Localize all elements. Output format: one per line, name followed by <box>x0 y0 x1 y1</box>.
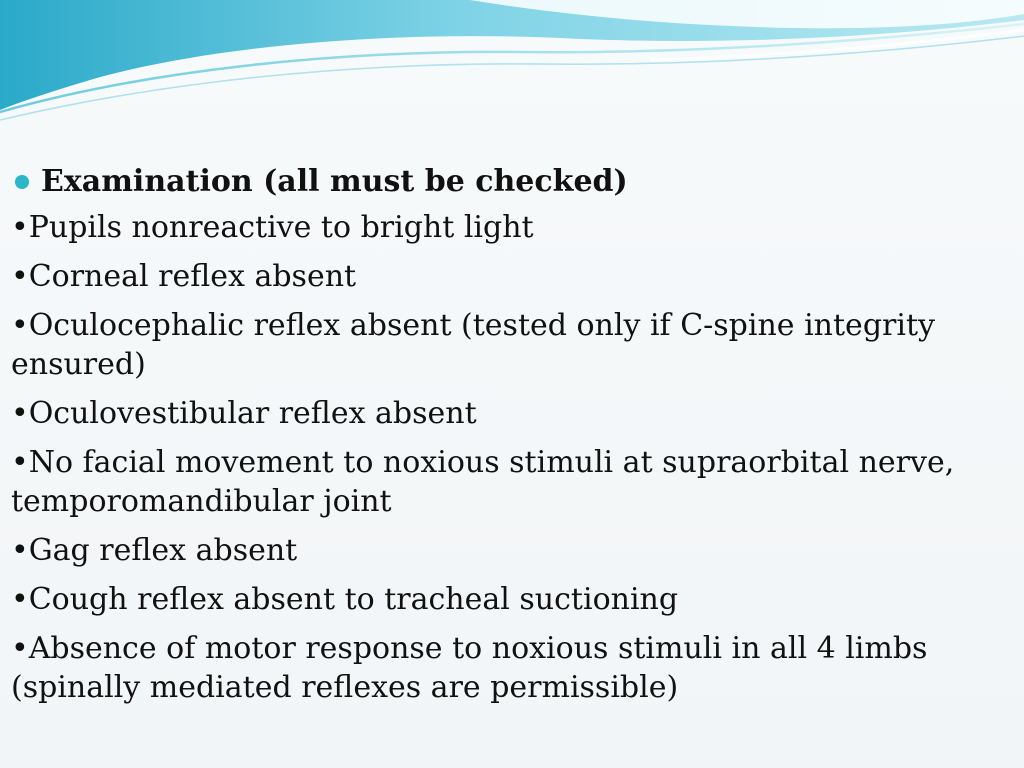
list-item-text: Oculocephalic reflex absent (tested only if C-spine integrity ensured) <box>11 308 935 382</box>
list-item <box>11 306 1001 384</box>
heading-row <box>11 160 1001 204</box>
list-item-text: Cough reflex absent to tracheal suctioning <box>28 582 679 617</box>
list-item-text: Pupils nonreactive to bright light <box>28 210 534 245</box>
header-wave-decoration <box>0 0 1024 130</box>
list-item <box>11 580 1001 619</box>
list-item-text: Gag reflex absent <box>28 533 298 568</box>
bullet-dot-icon: • <box>11 308 29 343</box>
slide-heading: Examination (all must be checked) <box>41 164 628 199</box>
bullet-dot-icon: • <box>11 445 29 480</box>
bullet-dot-icon: • <box>11 533 29 568</box>
list-item <box>11 394 1001 433</box>
bullet-dot-icon: • <box>11 631 29 666</box>
bullet-dot-icon: • <box>11 259 29 294</box>
list-item <box>11 257 1001 296</box>
list-item-text: Absence of motor response to noxious stimuli in all 4 limbs (spinally mediated reflexes are permissible) <box>11 631 928 705</box>
list-item-text: Corneal reflex absent <box>28 259 357 294</box>
bullet-dot-icon: • <box>11 396 29 431</box>
bullet-dot-icon: • <box>11 582 29 617</box>
round-bullet-icon <box>15 175 29 189</box>
list-item <box>11 531 1001 570</box>
list-item <box>11 629 1001 707</box>
list-item-text: No facial movement to noxious stimuli at supraorbital nerve, temporomandibular joint <box>11 445 955 519</box>
slide-content <box>11 160 1001 717</box>
bullet-dot-icon: • <box>11 210 29 245</box>
list-item <box>11 208 1001 247</box>
list-item-text: Oculovestibular reflex absent <box>28 396 477 431</box>
list-item <box>11 443 1001 521</box>
